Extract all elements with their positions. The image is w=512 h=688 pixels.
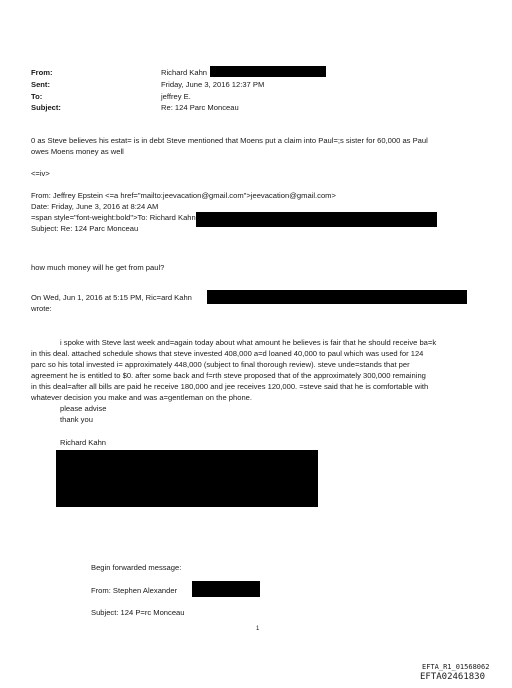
to-value: jeffrey E. bbox=[161, 92, 191, 101]
forwarded-subject: Subject: 124 P=rc Monceau bbox=[91, 608, 185, 617]
redaction-bar bbox=[210, 66, 326, 77]
redaction-bar bbox=[207, 290, 467, 304]
page-number: 1 bbox=[256, 626, 260, 632]
forwarded-from: From: Stephen Alexander bbox=[91, 586, 178, 595]
from-label: From: bbox=[31, 68, 53, 77]
please-advise: please advise bbox=[60, 404, 107, 413]
thank-you: thank you bbox=[60, 415, 93, 424]
quoted-subject: Subject: Re: 124 Parc Monceau bbox=[31, 224, 139, 233]
sent-value: Friday, June 3, 2016 12:37 PM bbox=[161, 80, 265, 89]
paragraph-line-1: i spoke with Steve last week and=again today about what amount he believes is fair that he should receive ba=k bbox=[60, 338, 437, 347]
wrote-text: wrote: bbox=[31, 304, 52, 313]
paragraph-line-6: whatever decision you make and was a=gentleman on the phone. bbox=[31, 393, 252, 402]
from-value: Richard Kahn bbox=[161, 68, 208, 77]
sent-label: Sent: bbox=[31, 80, 50, 89]
div-tag-text: <=iv> bbox=[31, 169, 50, 178]
paragraph-line-3: parc so his total invested i= approximately 448,000 (subject to final thorough review). steve unde=stands that per bbox=[31, 360, 410, 369]
footer-ref-secondary: EFTA02461830 bbox=[420, 672, 486, 682]
quoted-date: Date: Friday, June 3, 2016 at 8:24 AM bbox=[31, 202, 159, 211]
body-line-2: owes Moens money as well bbox=[31, 147, 124, 156]
body-line-1: 0 as Steve believes his estat= is in debt Steve mentioned that Moens put a claim into Paul=;s sister for 60,000 as Paul bbox=[31, 136, 428, 145]
forwarded-message-label: Begin forwarded message: bbox=[91, 563, 182, 572]
redaction-block bbox=[56, 450, 318, 507]
quoted-to: =span style="font-weight:bold">To: Richard Kahn bbox=[31, 213, 196, 222]
redaction-bar bbox=[196, 212, 437, 227]
to-label: To: bbox=[31, 92, 43, 101]
on-wed-line: On Wed, Jun 1, 2016 at 5:15 PM, Ric=ard Kahn bbox=[31, 293, 192, 302]
paragraph-line-5: in this deal=after all bills are paid he receive 180,000 and jee receives 120,000. =steve said that he is comfortable with bbox=[31, 382, 429, 391]
signature-name: Richard Kahn bbox=[60, 438, 107, 447]
question-text: how much money will he get from paul? bbox=[31, 263, 165, 272]
subject-label: Subject: bbox=[31, 103, 61, 112]
quoted-from: From: Jeffrey Epstein <=a href="mailto:jeevacation@gmail.com">jeevacation@gmail.com> bbox=[31, 191, 336, 200]
footer-ref-primary: EFTA_R1_01568062 bbox=[422, 663, 490, 671]
redaction-bar bbox=[192, 581, 260, 597]
paragraph-line-4: agreement he is entitled to $0. after some back and f=rth steve proposed that of the approximately 300,000 remaining bbox=[31, 371, 426, 380]
subject-value: Re: 124 Parc Monceau bbox=[161, 103, 239, 112]
paragraph-line-2: in this deal. attached schedule shows that steve invested 408,000 a=d loaned 40,000 to paul which was used for 124 bbox=[31, 349, 424, 358]
